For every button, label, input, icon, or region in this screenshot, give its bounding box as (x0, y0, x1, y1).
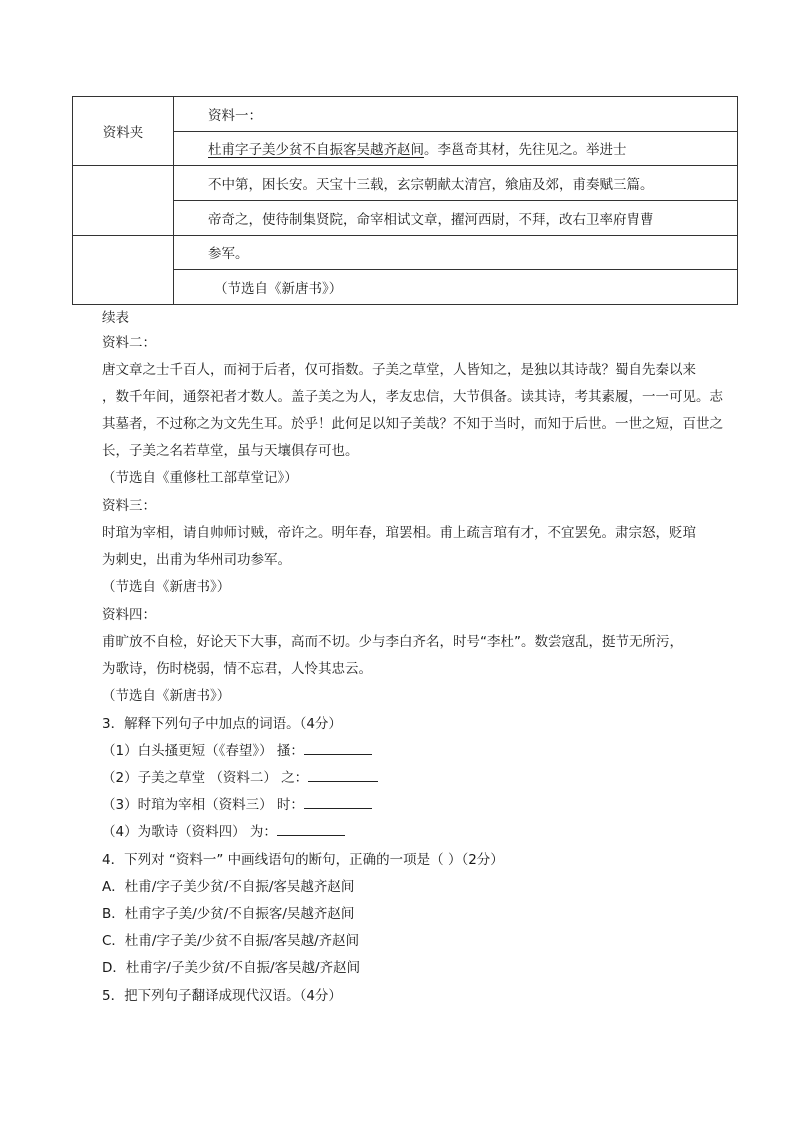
underlined-sentence: 杜甫字子美少贫不自振客吴越齐赵间 (208, 142, 424, 159)
material2-line: ，数千年间，通祭祀者才数人。盖子美之为人，孝友忠信，大节俱备。读其诗，考其素履，一一可见。志 (102, 389, 723, 405)
material3-source: （节选自《新唐书》） (102, 579, 231, 595)
answer-blank[interactable] (304, 794, 372, 809)
table-row-text: 不中第，困长安。天宝十三载，玄宗朝献太清宫，飨庙及郊，甫奏赋三篇。 (208, 177, 654, 194)
table-row-text: 。李邕奇其材，先往见之。举进士 (424, 142, 627, 159)
question-3-item: （2）子美之草堂 （资料二） 之： (102, 766, 378, 786)
table-source: （节选自《新唐书》） (214, 281, 343, 298)
table-cell (174, 235, 738, 270)
materials-table (72, 96, 738, 305)
answer-blank[interactable] (308, 767, 378, 782)
option-d[interactable]: D．杜甫字/子美少贫/不自振/客吴越/齐赵间 (102, 960, 361, 976)
material4-line: 甫旷放不自检，好论天下大事，高而不切。少与李白齐名，时号“李杜”。数尝寇乱，挺节无所污， (102, 634, 683, 650)
material2-line: 长，子美之名若草堂，虽与天壤俱存可也。 (102, 443, 359, 459)
table-label-cell (73, 97, 174, 166)
question-5-title: 5．把下列句子翻译成现代汉语。（4分） (102, 988, 342, 1004)
table-cell (174, 200, 738, 235)
option-b[interactable]: B．杜甫字子美/少贫/不自振客/吴越齐赵间 (102, 906, 355, 922)
question-4-title: 4．下列对 “资料一” 中画线语句的断句，正确的一项是（ ）（2分） (102, 852, 504, 868)
table-cell (174, 131, 738, 166)
table-row-text: 帝奇之，使待制集贤院，命宰相试文章，擢河西尉，不拜，改右卫率府胄曹 (208, 211, 654, 228)
answer-blank[interactable] (304, 740, 372, 755)
question-3-item: （4）为歌诗（资料四） 为： (102, 820, 345, 840)
material3-heading: 资料三： (102, 498, 156, 514)
question-3-title: 3．解释下列句子中加点的词语。（4分） (102, 716, 342, 732)
material2-heading: 资料二： (102, 335, 156, 351)
table-empty-cell (73, 235, 174, 304)
answer-blank[interactable] (277, 821, 345, 836)
table-empty-cell (73, 166, 174, 235)
table-row-text: 参军。 (208, 246, 249, 263)
table-row-text: 资料一： (208, 107, 262, 124)
material4-source: （节选自《新唐书》） (102, 688, 231, 704)
question-3-item: （1）白头搔更短（《春望》） 搔： (102, 739, 372, 759)
material2-source: （节选自《重修杜工部草堂记》） (102, 470, 298, 486)
continued-label: 续表 (102, 310, 129, 326)
table-cell (174, 270, 738, 305)
question-3-item: （3）时琯为宰相（资料三） 时： (102, 793, 372, 813)
material3-line: 为刺史，出甫为华州司功参军。 (102, 552, 291, 568)
table-label: 资料夹 (102, 125, 144, 142)
material3-line: 时琯为宰相，请自帅师讨贼，帝许之。明年春，琯罢相。甫上疏言琯有才，不宜罢免。肃宗怒，贬琯 (102, 525, 696, 541)
option-a[interactable]: A．杜甫/字子美少贫/不自振/客吴越齐赵间 (102, 879, 355, 895)
option-c[interactable]: C．杜甫/字子美/少贫不自振/客吴越/齐赵间 (102, 933, 360, 949)
table-cell (174, 97, 738, 132)
material4-line: 为歌诗，伤时桡弱，情不忘君，人怜其忠云。 (102, 661, 372, 677)
material2-line: 其墓者，不过称之为文先生耳。於乎！此何足以知子美哉？不知于当时，而知于后世。一世之短，百世之 (102, 416, 723, 432)
table-cell (174, 166, 738, 201)
material2-line: 唐文章之士千百人，而祠于后者，仅可指数。子美之草堂，人皆知之，是独以其诗哉？蜀自先秦以来 (102, 362, 696, 378)
material4-heading: 资料四： (102, 607, 156, 623)
